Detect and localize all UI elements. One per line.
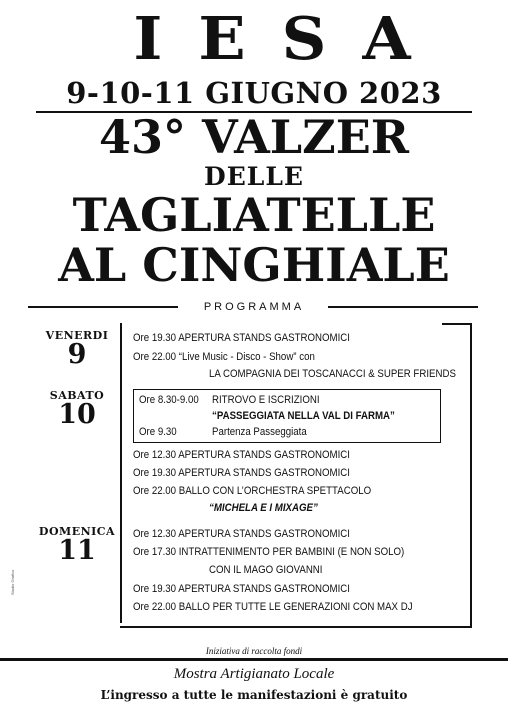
event-line: Ore 19.30 APERTURA STANDS GASTRONOMICI	[133, 583, 350, 595]
free-entry-note: L’ingresso a tutte le manifestazioni è gratuito	[100, 688, 408, 702]
program-bottom-rule	[120, 626, 472, 628]
day-label-venerdi: VENERDI	[45, 329, 109, 342]
event-line: Ore 22.00 BALLO CON L’ORCHESTRA SPETTACOLO	[133, 485, 372, 497]
cinghiale-title: AL CINGHIALE	[58, 238, 450, 292]
fundraising-note: Iniziativa di raccolta fondi	[205, 646, 303, 656]
program-right-rule	[470, 323, 472, 628]
walk-title: “PASSEGGIATA NELLA VAL DI FARMA”	[212, 410, 395, 422]
walk-start-time: Ore 9.30	[139, 426, 177, 438]
event-line: Ore 22.00 BALLO PER TUTTE LE GENERAZIONI CON MAX DJ	[133, 601, 413, 613]
side-credit: Studio Grafico	[10, 569, 15, 595]
walk-text: RITROVO E ISCRIZIONI	[212, 394, 320, 406]
event-line: Ore 12.30 APERTURA STANDS GASTRONOMICI	[133, 528, 350, 540]
day-label-sabato: SABATO	[49, 389, 105, 402]
program-corner-rule	[442, 323, 472, 325]
divider-programma-right	[328, 306, 478, 308]
tagliatelle-title: TAGLIATELLE	[72, 188, 436, 242]
programma-label: PROGRAMMA	[203, 301, 305, 313]
event-line: Ore 12.30 APERTURA STANDS GASTRONOMICI	[133, 449, 350, 461]
event-line: LA COMPAGNIA DEI TOSCANACCI & SUPER FRIENDS	[209, 368, 456, 380]
day-number-10: 10	[58, 399, 96, 430]
event-line: Ore 22.00 “Live Music - Disco - Show” con	[133, 351, 315, 363]
town-title: IESA	[133, 3, 447, 74]
walk-start-text: Partenza Passeggiata	[212, 426, 307, 438]
delle-title: DELLE	[204, 162, 304, 191]
event-line: Ore 17.30 INTRATTENIMENTO PER BAMBINI (E NON SOLO)	[133, 546, 405, 558]
event-line: Ore 19.30 APERTURA STANDS GASTRONOMICI	[133, 467, 350, 479]
mostra-artigianato: Mostra Artigianato Locale	[173, 666, 335, 682]
day-number-11: 11	[58, 535, 96, 566]
program-left-rule	[120, 323, 122, 623]
event-line: CON IL MAGO GIOVANNI	[209, 564, 323, 576]
event-dates: 9-10-11 GIUGNO 2023	[66, 76, 442, 110]
footer-rule	[0, 658, 508, 661]
day-number-9: 9	[67, 339, 87, 370]
edition-title: 43° VALZER	[98, 110, 410, 164]
event-line: Ore 19.30 APERTURA STANDS GASTRONOMICI	[133, 332, 350, 344]
walk-time: Ore 8.30-9.00	[139, 394, 199, 406]
day-label-domenica: DOMENICA	[38, 525, 116, 538]
event-line: “MICHELA E I MIXAGE”	[209, 502, 318, 514]
